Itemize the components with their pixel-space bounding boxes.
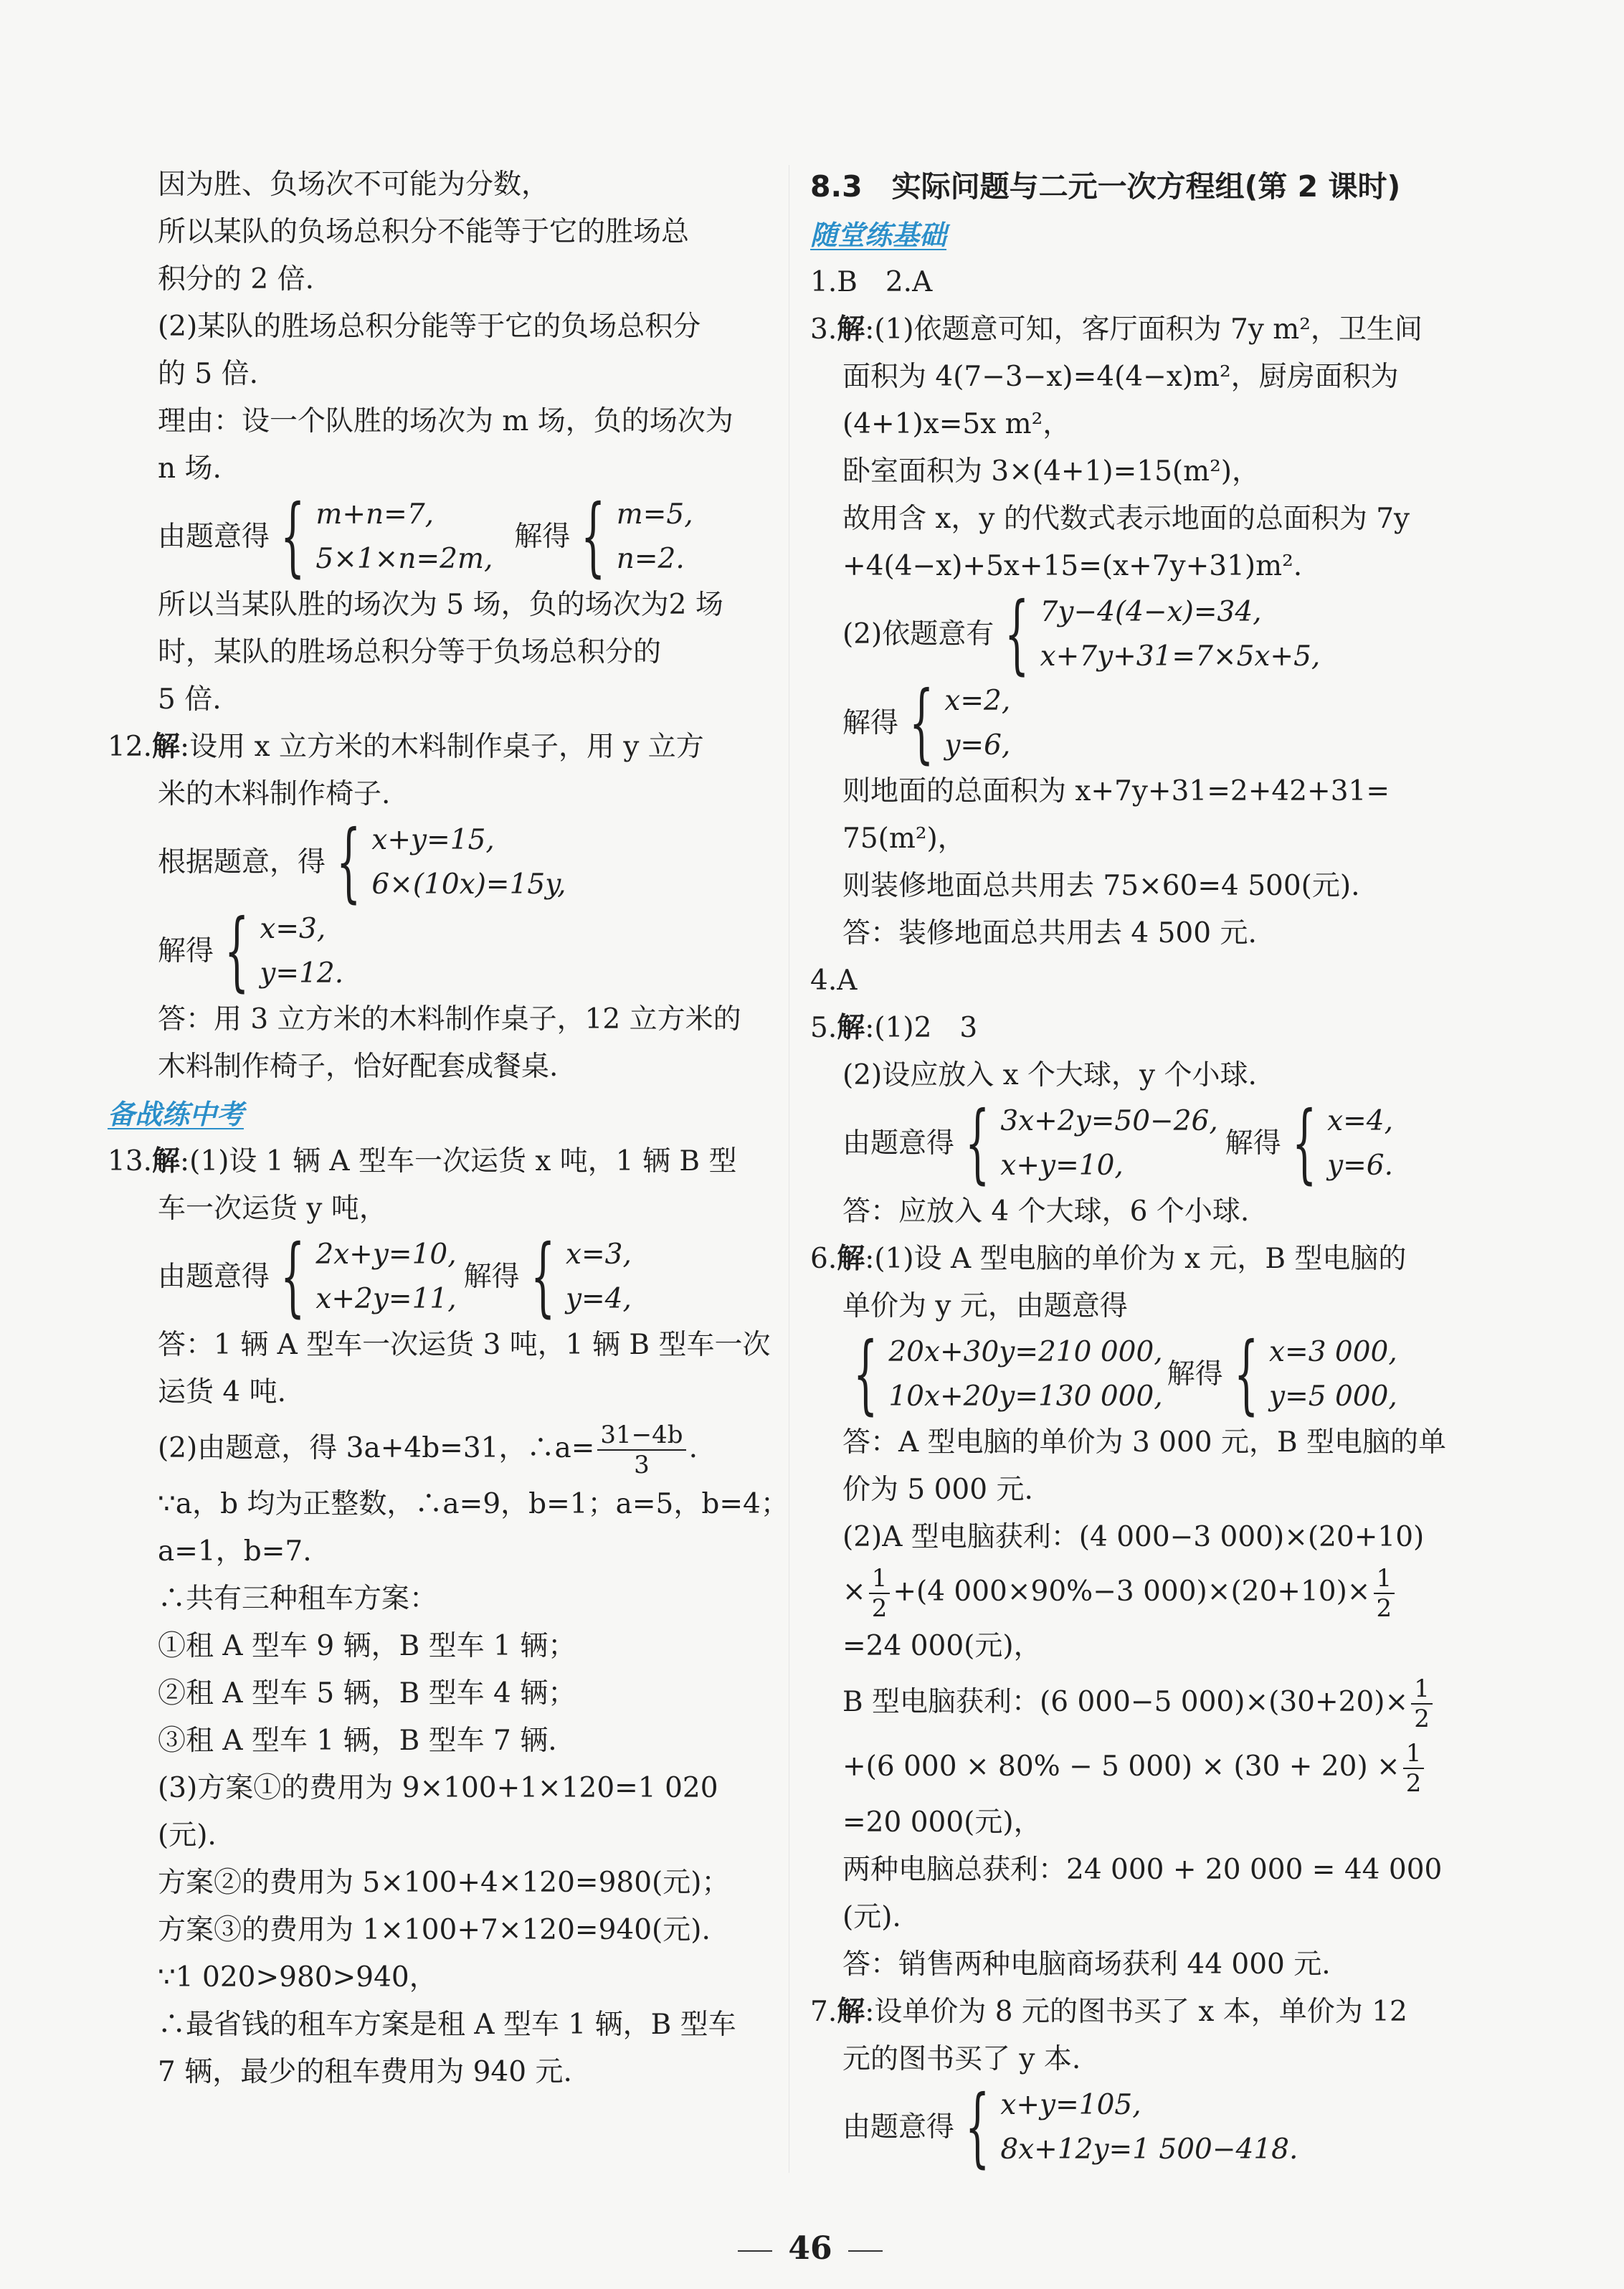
text-line: 因为胜、负场次不可能为分数， — [158, 169, 550, 201]
equation: x=3 000, — [1269, 1336, 1397, 1368]
brace-icon: { — [1291, 1094, 1317, 1193]
text-fragment: . — [688, 1432, 698, 1464]
fraction-numerator: 1 — [1374, 1564, 1395, 1594]
text-line: 面积为 4(7−3−x)=4(4−x)m²，厨房面积为 — [842, 361, 1399, 393]
text-line: 元的图书买了 y 本. — [842, 2043, 1081, 2075]
system-prefix: 根据题意，得 — [158, 846, 326, 878]
text-line: (2)设应放入 x 个大球，y 个小球. — [842, 1059, 1257, 1091]
text-line: ①租 A 型车 9 辆，B 型车 1 辆； — [158, 1630, 576, 1662]
text-line: (4+1)x=5x m²， — [842, 408, 1071, 440]
question-7 — [810, 1989, 1473, 2036]
equation-system — [810, 584, 1473, 684]
text-line — [810, 1735, 1473, 1799]
brace-icon: { — [853, 1324, 878, 1424]
text-line: ∵a，b 均为正整数，∴a=9，b=1；a=5，b=4； — [158, 1488, 789, 1520]
question-number: 7. — [810, 1996, 837, 2028]
equation: 6×(10x)=15y, — [371, 868, 566, 901]
text-line: ③租 A 型车 1 辆，B 型车 7 辆. — [158, 1725, 557, 1757]
equation: x=3, — [260, 913, 326, 945]
text-line: 车一次运货 y 吨， — [158, 1193, 387, 1225]
text-line: 4.A — [810, 965, 858, 997]
text-line: 方案②的费用为 5×100+4×120=980(元)； — [158, 1867, 730, 1899]
equation-system — [108, 812, 767, 912]
equation-system — [810, 673, 1473, 773]
text-line: 卧室面积为 3×(4+1)=15(m²)， — [842, 455, 1260, 488]
system-mid: 解得 — [463, 1261, 520, 1293]
text-line: 75(m²)， — [842, 823, 966, 855]
text-line: 木料制作椅子，恰好配套成餐桌. — [158, 1051, 559, 1083]
text-line: 积分的 2 倍. — [158, 263, 315, 295]
page-number — [717, 2230, 903, 2267]
equation: m+n=7, — [315, 498, 435, 531]
brace-icon: { — [1005, 584, 1030, 684]
section-heading: 随堂练基础 — [810, 219, 947, 251]
text-line: 答：用 3 立方米的木料制作桌子，12 立方米的 — [158, 1003, 741, 1036]
text-line: (3)方案①的费用为 9×100+1×120=1 020 — [158, 1772, 718, 1804]
text-line: 答：销售两种电脑商场获利 44 000 元. — [842, 1948, 1331, 1981]
text-line: 方案③的费用为 1×100+7×120=940(元). — [158, 1914, 711, 1946]
text-line: :设用 x 立方米的木料制作桌子，用 y 立方 — [180, 731, 704, 763]
equation-system — [108, 487, 767, 587]
equation: x=4, — [1327, 1105, 1393, 1137]
equation: y=6. — [1327, 1150, 1394, 1182]
text-line: :设单价为 8 元的图书买了 x 本，单价为 12 — [865, 1996, 1407, 2028]
equation-system — [810, 2077, 1473, 2177]
text-line: 则装修地面总共用去 75×60=4 500(元). — [842, 870, 1360, 902]
answer-label: 解 — [152, 1145, 181, 1177]
system-prefix: 解得 — [842, 707, 899, 739]
equation: 3x+2y=50−26, — [1000, 1105, 1218, 1137]
text-line: 价为 5 000 元. — [842, 1474, 1033, 1506]
text-fragment: × — [842, 1575, 866, 1608]
text-line: 单价为 y 元，由题意得 — [842, 1290, 1128, 1322]
equation: 20x+30y=210 000, — [888, 1336, 1163, 1368]
equation-system — [108, 901, 767, 1001]
left-column — [108, 161, 789, 2096]
section-title: 8.3 实际问题与二元一次方程组(第 2 课时) — [810, 169, 1401, 204]
fraction — [1411, 1674, 1433, 1733]
equation: 7y−4(4−x)=34, — [1040, 596, 1262, 628]
text-line: 两种电脑总获利：24 000 + 20 000 = 44 000 — [842, 1854, 1443, 1886]
text-line: ∵1 020>980>940， — [158, 1961, 437, 1994]
text-line: (2)A 型电脑获利：(4 000−3 000)×(20+10) — [842, 1521, 1425, 1553]
brace-icon: { — [336, 812, 361, 912]
fraction-numerator: 31−4b — [597, 1421, 685, 1451]
system-prefix: 由题意得 — [158, 521, 270, 553]
system-prefix: 解得 — [158, 935, 214, 967]
answer-label: 解 — [837, 1012, 865, 1044]
text-line: 米的木料制作椅子. — [158, 778, 391, 810]
brace-icon: { — [581, 487, 606, 587]
text-line: 所以当某队胜的场次为 5 场，负的场次为2 场 — [158, 589, 723, 621]
text-fragment: B 型电脑获利：(6 000−5 000)×(30+20)× — [842, 1686, 1409, 1718]
text-line: :(1)依题意可知，客厅面积为 7y m²，卫生间 — [865, 313, 1423, 346]
text-fragment: +(6 000 × 80% − 5 000) × (30 + 20) × — [842, 1750, 1400, 1783]
text-line: 7 辆，最少的租车费用为 940 元. — [158, 2056, 572, 2088]
dash-icon — [738, 2250, 772, 2252]
text-line: n 场. — [158, 452, 222, 485]
text-line — [810, 1561, 1473, 1623]
text-fragment: (2)由题意，得 3a+4b=31，∴a= — [158, 1432, 595, 1464]
text-line: 的 5 倍. — [158, 358, 259, 390]
question-5 — [810, 1005, 1473, 1052]
text-line: =20 000(元)， — [842, 1806, 1042, 1839]
system-prefix: 由题意得 — [842, 2111, 955, 2143]
question-13 — [108, 1138, 767, 1185]
equation: 8x+12y=1 500−418. — [1000, 2133, 1298, 2166]
text-line: =24 000(元)， — [842, 1630, 1042, 1662]
fraction — [1403, 1739, 1425, 1798]
fraction — [869, 1564, 891, 1623]
text-line — [108, 1416, 767, 1481]
equation: x+y=105, — [1000, 2089, 1141, 2121]
question-number: 3. — [810, 313, 837, 346]
fraction — [597, 1421, 685, 1479]
equation-system — [810, 1094, 1473, 1193]
brace-icon: { — [224, 901, 250, 1001]
text-line: ∴共有三种租车方案： — [158, 1583, 438, 1615]
brace-icon: { — [965, 1094, 990, 1193]
text-line: 理由：设一个队胜的场次为 m 场，负的场次为 — [158, 405, 733, 437]
equation: x+y=10, — [1000, 1150, 1124, 1182]
text-line: 所以某队的负场总积分不能等于它的胜场总 — [158, 216, 690, 248]
fraction — [1374, 1564, 1395, 1623]
answer-label: 解 — [837, 1243, 865, 1275]
text-line: 答：装修地面总共用去 4 500 元. — [842, 917, 1257, 949]
section-heading: 备战练中考 — [108, 1099, 244, 1130]
brace-icon: { — [909, 673, 934, 773]
answer-label: 解 — [837, 1996, 865, 2028]
question-number: 6. — [810, 1243, 837, 1275]
equation: m=5, — [616, 498, 693, 531]
system-prefix: 由题意得 — [842, 1127, 955, 1160]
equation: x+y=15, — [371, 824, 495, 856]
fraction-denominator: 2 — [1414, 1705, 1430, 1733]
text-line: 答：应放入 4 个大球，6 个小球. — [842, 1195, 1250, 1228]
brace-icon: { — [530, 1227, 555, 1327]
text-line: :(1)2 3 — [865, 1012, 978, 1044]
fraction-denominator: 3 — [634, 1451, 650, 1479]
brace-icon: { — [280, 1227, 305, 1327]
question-number: 13. — [108, 1145, 153, 1177]
brace-icon: { — [1233, 1324, 1259, 1424]
equation-system — [108, 1227, 767, 1327]
text-line: 答：1 辆 A 型车一次运货 3 吨，1 辆 B 型车一次 — [158, 1329, 771, 1361]
equation: x+2y=11, — [315, 1283, 457, 1315]
brace-icon: { — [280, 487, 305, 587]
fraction-denominator: 2 — [1376, 1594, 1392, 1623]
system-prefix: (2)依题意有 — [842, 618, 994, 650]
system-mid: 解得 — [1167, 1358, 1223, 1390]
question-number: 12. — [108, 731, 153, 763]
dash-icon — [848, 2250, 883, 2252]
fraction-denominator: 2 — [871, 1594, 888, 1623]
brace-icon: { — [965, 2077, 990, 2177]
equation: x=3, — [565, 1238, 632, 1271]
text-line: 答：A 型电脑的单价为 3 000 元，B 型电脑的单 — [842, 1426, 1447, 1459]
equation: y=12. — [260, 957, 344, 990]
text-line: :(1)设 1 辆 A 型车一次运货 x 吨，1 辆 B 型 — [180, 1145, 737, 1177]
equation: y=4, — [565, 1283, 632, 1315]
text-line: 5 倍. — [158, 683, 222, 716]
text-line: 运货 4 吨. — [158, 1376, 287, 1408]
fraction-numerator: 1 — [1411, 1674, 1433, 1705]
text-line: (2)某队的胜场总积分能等于它的负场总积分 — [158, 311, 701, 343]
question-3 — [810, 306, 1473, 354]
text-line: (元). — [158, 1819, 217, 1852]
question-6 — [810, 1236, 1473, 1283]
answer-label: 解 — [837, 313, 865, 346]
text-line: 1.B 2.A — [810, 266, 933, 298]
text-line: 则地面的总面积为 x+7y+31=2+42+31= — [842, 775, 1390, 807]
text-line: +4(4−x)+5x+15=(x+7y+31)m². — [842, 550, 1303, 582]
page-number-text: 46 — [788, 2230, 832, 2267]
equation: y=5 000, — [1269, 1380, 1397, 1413]
text-line: ∴最省钱的租车方案是租 A 型车 1 辆，B 型车 — [158, 2009, 736, 2041]
equation: n=2. — [616, 543, 685, 575]
question-12 — [108, 724, 767, 771]
answer-label: 解 — [152, 731, 181, 763]
system-mid: 解得 — [514, 521, 571, 553]
equation-system — [810, 1324, 1473, 1424]
text-line: 故用含 x，y 的代数式表示地面的总面积为 7y — [842, 503, 1410, 535]
text-fragment: +(4 000×90%−3 000)×(20+10)× — [893, 1575, 1371, 1608]
text-line: 时，某队的胜场总积分等于负场总积分的 — [158, 636, 662, 668]
fraction-numerator: 1 — [1403, 1739, 1425, 1769]
right-column — [810, 161, 1473, 2177]
text-line: ②租 A 型车 5 辆，B 型车 4 辆； — [158, 1677, 576, 1710]
text-line: a=1，b=7. — [158, 1535, 312, 1568]
equation: x=2, — [944, 685, 1011, 717]
equation: 5×1×n=2m, — [315, 543, 493, 575]
equation: x+7y+31=7×5x+5, — [1040, 640, 1321, 673]
text-line — [810, 1670, 1473, 1735]
question-number: 5. — [810, 1012, 837, 1044]
fraction-denominator: 2 — [1405, 1769, 1422, 1798]
system-mid: 解得 — [1225, 1127, 1281, 1160]
fraction-numerator: 1 — [869, 1564, 891, 1594]
text-line: :(1)设 A 型电脑的单价为 x 元，B 型电脑的 — [865, 1243, 1407, 1275]
system-prefix: 由题意得 — [158, 1261, 270, 1293]
text-line: (元). — [842, 1901, 901, 1933]
equation: 10x+20y=130 000, — [888, 1380, 1163, 1413]
equation: y=6, — [944, 729, 1011, 762]
equation: 2x+y=10, — [315, 1238, 457, 1271]
